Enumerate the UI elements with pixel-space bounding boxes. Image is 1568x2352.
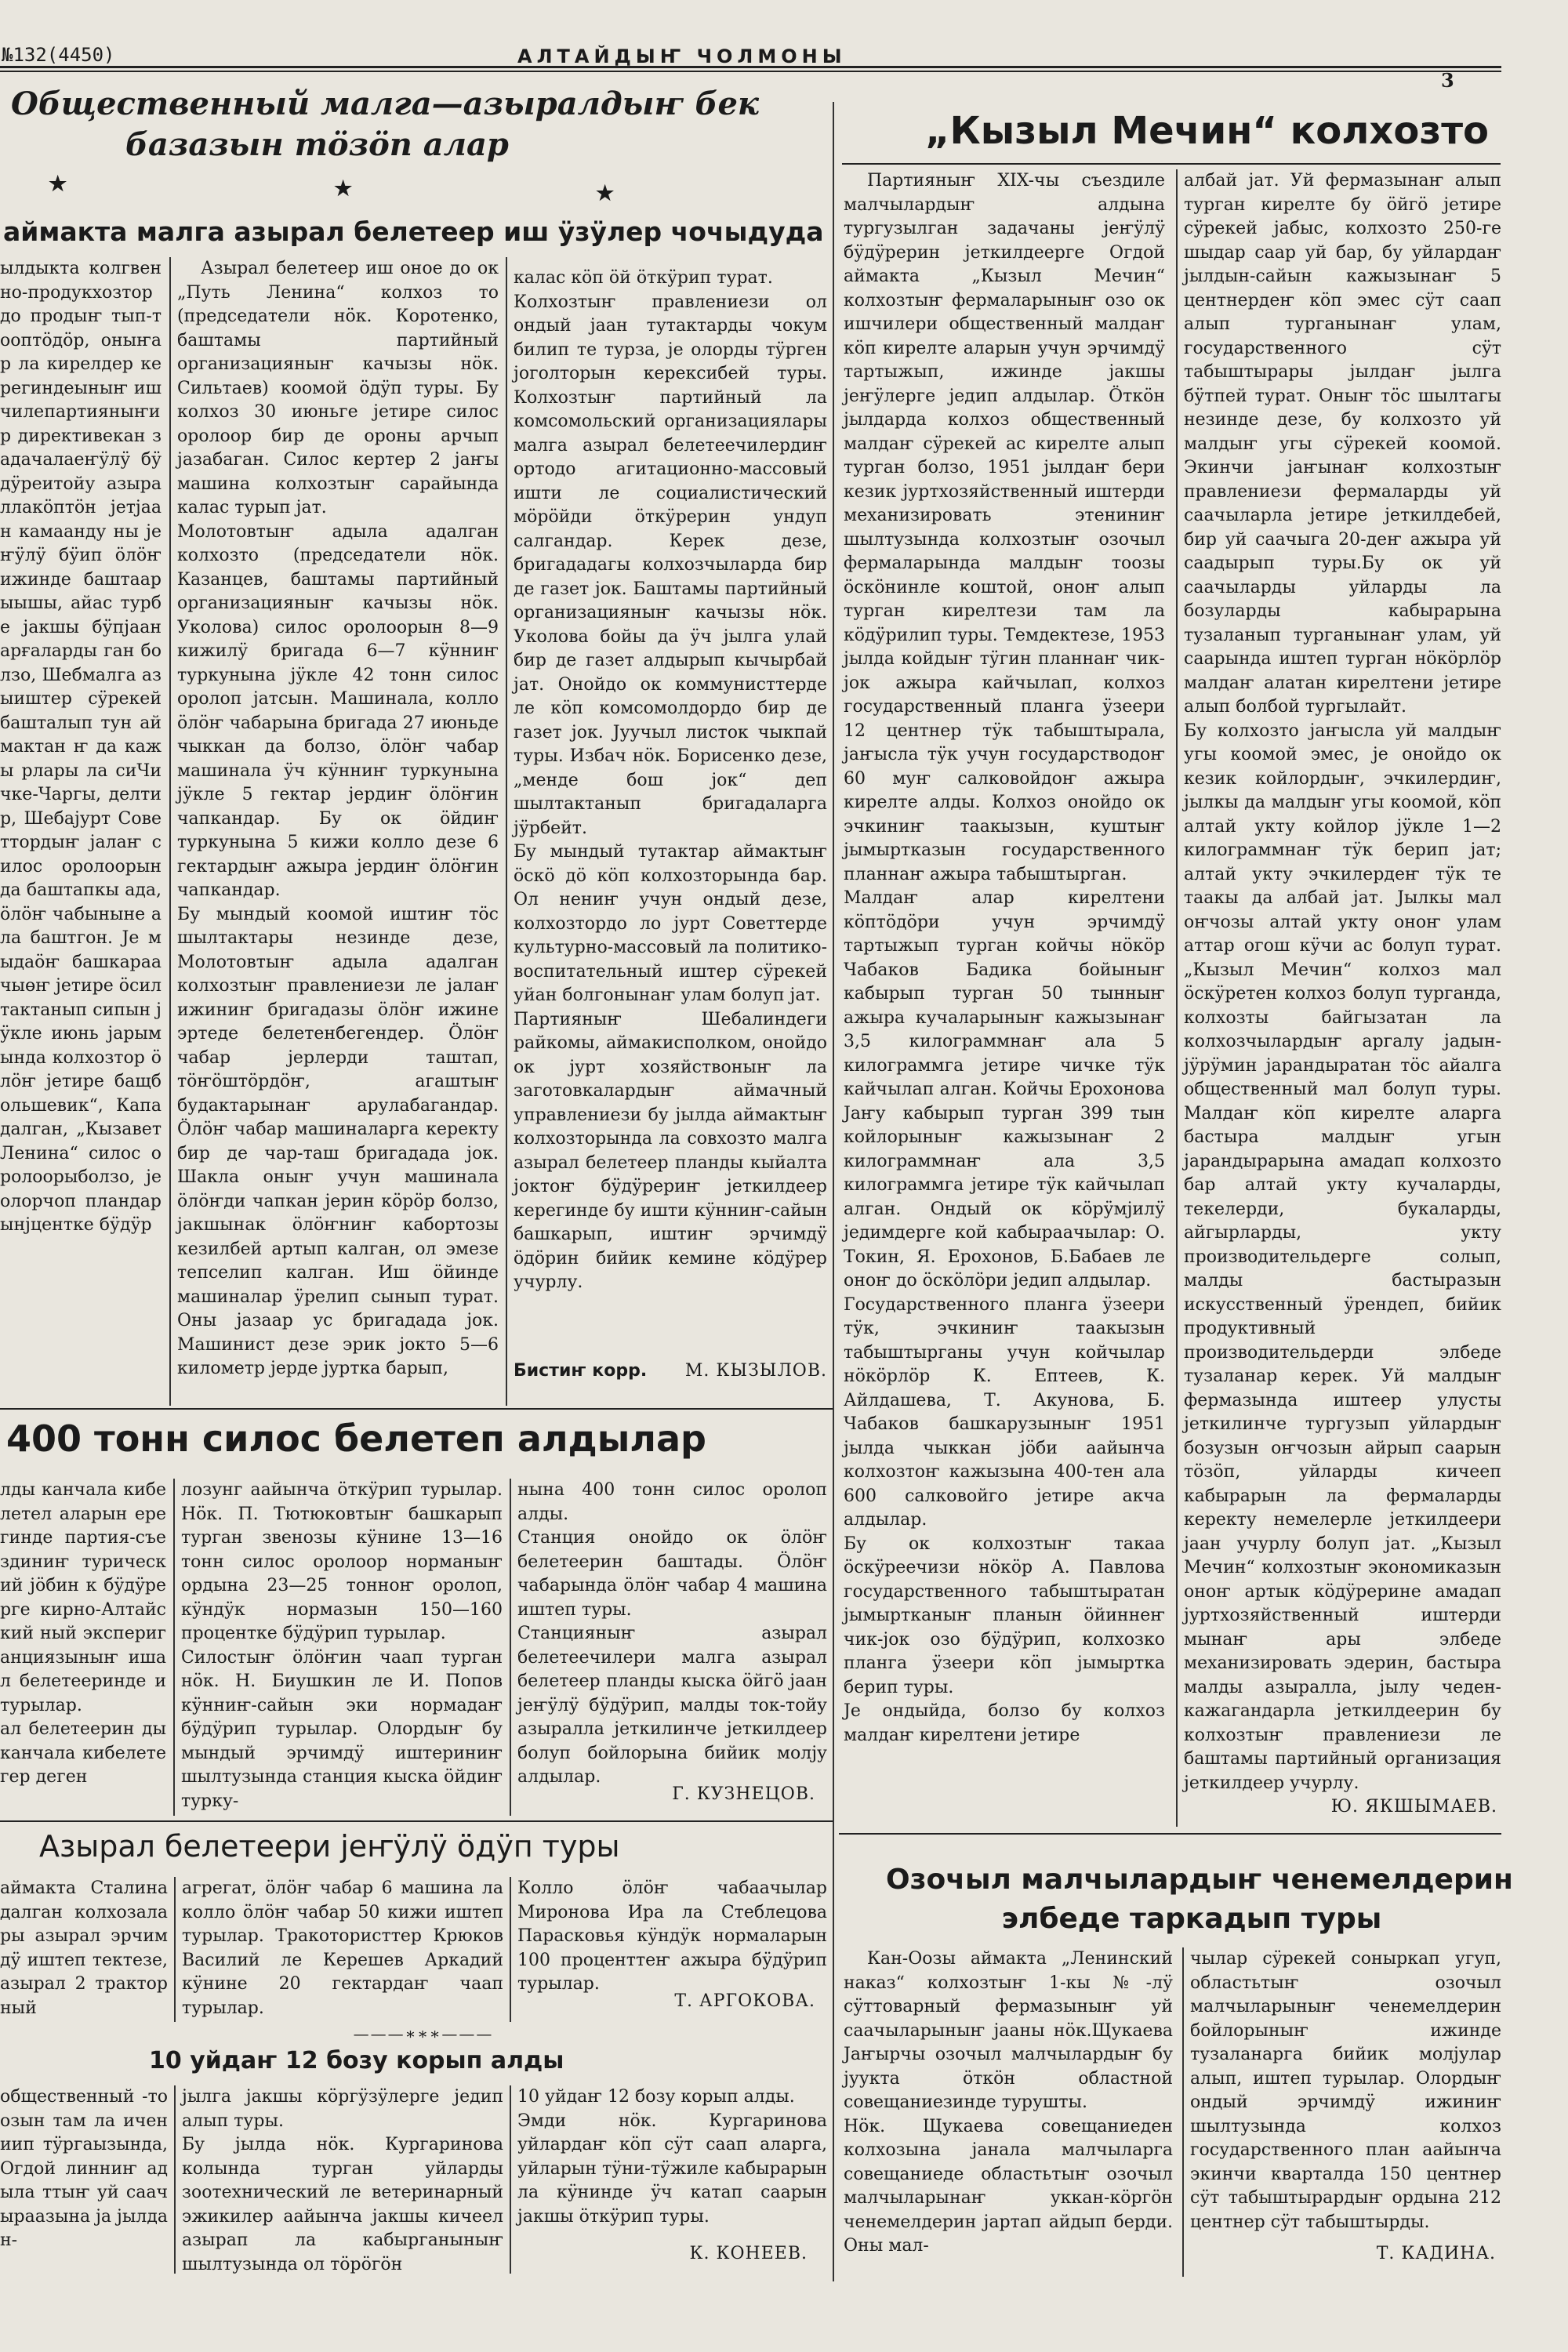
- article4-column-2: [182, 2085, 503, 2274]
- article2-author: Г. КУЗНЕЦОВ.: [672, 1784, 815, 1804]
- article5-column-1: [844, 169, 1165, 1827]
- article5-column-2-text: албай јат. Уй фермазынаҥ алып турган кирелте бу ӧйгӧ јетире сӱрекей јабыс, колхозто 250-ге шыдар саар уй бар, бу уйлардаҥ јылдын-сайын кажызынаҥ 5 центнердеҥ кӧп эмес сӱт саап алып турганынаҥ улам, государственного сӱт табыштырары јылдаҥ јылга бӱтпей турат. Оныҥ тӧс шылтагы незинде дезе, бу колхозто уй малдыҥ угы сӱрекей коомой. Экинчи јаҥынаҥ колхозтыҥ правлениези фермаларды уй саачыларла јетире јеткилдебей, бир уй саачыга 20-деҥ ажыра уй саадырып туры.Бу ок уй саачыларды уйларды ла бозуларды кабырарына тузаланып турганынаҥ улам, уй саарында иштеп турган нӧкӧрлӧр малдаҥ алатан кирелтени јетире алып болбой тургылайт. Бу колхозто јаҥысла уй малдыҥ угы коомой эмес, је онойдо ок кезик койлордыҥ, эчкилердиҥ, јылкы да малдыҥ угы коомой, кӧп алтай укту койлор јӱкле 1—2 килограммнаҥ тӱк берип јат; алтай укту эчкилердеҥ тӱк те таакы да албай јат. Јылкы мал оҥчозы алтай укту оноҥ улам аттар огош кӱчи ас болуп турат. „Кызыл Мечин“ колхоз мал ӧскӱретен колхоз болуп турганда, колхозты байгызатан ла колхозчылардыҥ аргалу јадын-јӱрӱмин јарандыратан тӧс айалга общественный мал болуп туры. Малдаҥ кӧп кирелте аларга бастыра малдыҥ угын јарандырарына амадап колхозто бар алтай укту кучаларды, текелерди, букаларды, айгырларды, укту производительдерге солып, малды бастыразын искусственный ӱрендеп, бийик продуктивный производительдерди элбеде тузаланар керек. Уй малдыҥ фермазында иштеер улусты јеткилинче тургузып уйлардыҥ бозузын оҥчозын айрып саарын тӧзӧп, уйларды кичееп кабырарын ла фермаларды керекту немелерле јеткилдеери јаан учурлу болуп јат. „Кызыл Мечин“ колхозтыҥ экономиказын оноҥ артык кӧдӱрерине амадап јуртхозяйственный иштерди мынаҥ ары элбеде механизировать эдерин, бастыра малды азыралла, јылу чеден-кажагандарла јеткилдеерин бу колхозтыҥ правлениези ле баштамы партийный организация јеткилдеер учурлу.: [1184, 171, 1501, 1793]
- article3-column-1-text: аймакта Сталинадалган колхозалары азырал эрчимдӱ иштеп тектезе, азырал 2 тракторный: [0, 1878, 168, 2018]
- masthead-rule-bottom: [0, 71, 1501, 72]
- article5-column-1-text: Партияныҥ XIX-чы съездиле малчылардыҥ алдына тургузылган задачаны јеҥӱлӱ бӱдӱрерин јеткилдеерге Огдой аймакта „Кызыл Мечин“ колхозтыҥ фермаларыныҥ озо ок ишчилери общественный малдаҥ кӧп кирелте аларын учун эрчимдӱ тартыжып, ижинде јакшы јеҥӱлерге једип алдылар. Ӧткӧн јылдарда колхоз общественный малдаҥ сӱрекей ас кирелте алып турган болзо, 1951 јылдаҥ бери кезик јуртхозяйственный иштерди механизировать этениниҥ шылтузында колхозтыҥ озочыл фермаларында малдыҥ тоозы ӧскӧнинле коштой, оноҥ алып турган кирелтези там ла кӧдӱрилип туры. Темдектезе, 1953 јылда койдыҥ тӱгин планнаҥ чик-јок ажыра кайчылап, колхоз государственный планга ӱзеери 12 центнер тӱк табыштырала, јаҥысла тӱк учун государстводоҥ 60 муҥ салковойдоҥ ажыра кирелте алды. Колхоз онойдо ок эчкиниҥ таакызын, куштыҥ јымыртказын государственного планнаҥ ажыра табыштырган. Малдаҥ алар кирелтени кӧптӧдӧри учун эрчимдӱ тартыжып турган койчы нӧкӧр Чабаков Бадика бойыныҥ кабырып турган 50 тынныҥ ажыра кучаларыныҥ кажызынаҥ 3,5 килограммнаҥ ала 5 килограммга јетире чичке тӱк кайчылап алган. Койчы Ерохонова Јаҥу кабырып турган 399 тын койлорыныҥ кажызынаҥ 2 килограммнаҥ ала 3,5 килограммга јетире тӱк кайчылап алган. Ондый ок кӧрӱмјилӱ једимдерге кой кабыраачылар: О. Токин, Я. Ерохонов, Б.Бабаев ле оноҥ до ӧскӧлӧри једип алдылар. Государственного планга ӱзеери тӱк, эчкиниҥ таакызын табыштырганы учун койчылар нӧкӧрлӧр К. Ептеев, К. Айлдашева, Т. Акунова, Б. Чабаков башкарузыныҥ 1951 јылда чыккан јӧби аайынча колхозтоҥ кажызына 400-тен ала 600 салковойго јетире акча алдылар. Бу ок колхозтыҥ такаа ӧскӱреечизи нӧкӧр А. Павлова государственного табыштыратан јымыртканыҥ планын ӧйиннеҥ чик-јок озо бӱдӱрип, колхозко планга ӱзеери кӧп јымыртка берип туры. Је ондыйда, болзо бу колхоз малдаҥ кирелтени јетире: [844, 171, 1165, 1745]
- page-number: 3: [1441, 69, 1454, 92]
- article4-column-3-text: 10 уйдаҥ 12 бозу корып алды. Эмди нӧк. Кургаринова уйлардаҥ кӧп сӱт саап аларга, уйларын тӱни-тӱжиле кабырарын ла кӱнинде ӱч катап саарын јакшы ӧткӱрип туры.: [517, 2087, 827, 2227]
- column-divider: [506, 257, 507, 1406]
- article1-column-3-text: калас кӧп ӧй ӧткӱрип турат. Колхозтыҥ правлениези ол ондый јаан тутактарды чокум билип те турза, је олорды тӱрген јоголторын керексибей туры. Колхозтыҥ партийный ла комсомольский организациялары малга азырал белетеечилердиҥ ортодо агитационно-массовый ишти ле социалистический мӧрӧйди ӧткӱрерин ундуп салгандар. Керек дезе, бригададагы колхозчыларда бир де газет јок. Баштамы партийный организацияныҥ качызы нӧк. Уколова бойы да ӱч јылга улай бир де газет алдырып кычырбай јат. Онойдо ок коммунисттерде ле кӧп комсомолдордо бир де газет јок. Јуучыл листок чыкпай туры. Избач нӧк. Борисенко дезе, „менде бош јок“ деп шылтактанып бригадаларга јӱрбейт. Бу мындый тутактар аймактыҥ ӧскӧ дӧ кӧп колхозторында бар. Ол нениҥ учун ондый дезе, колхозтордо ло јурт Советтерде культурно-массовый ла политико-воспитательный иштер сӱрекей уйан болгонынаҥ улам болуп јат. Партияныҥ Шебалиндеги райкомы, аймакисполком, онойдо ок јурт хозяйствоныҥ ла заготовкалардыҥ аймачный управлениези бу јылда аймактыҥ колхозторында ла совхозто малга азырал белетеер планды кыйалта јоктоҥ бӱдӱрериҥ јеткилдеер керегинде бу ишти кӱнниҥ-сайын башкарып, иштиҥ эрчимдӱ ӧдӧрин бийик кемине кӧдӱрер учурлу.: [514, 268, 827, 1292]
- article1-title-line2: базазын тӧзӧп алар: [125, 126, 509, 163]
- article1-title-line1: Общественный малга—азыралдыҥ бек: [11, 85, 759, 122]
- article2-title: 400 тонн силос белетеп алдылар: [6, 1417, 706, 1460]
- article2-column-2: [181, 1479, 503, 1816]
- article2-column-3-text: нына 400 тонн силос оролоп алды. Станция онойдо ок ӧлӧҥ белетеерин баштады. Ӧлӧҥ чабарында ӧлӧҥ чабар 4 машина иштеп туры. Станцияныҥ азырал белетеечилери малга азырал белетеер планды кыска ӧйгӧ јаан јеҥӱлӱ бӱдӱрип, малды ток-тойу азыралла јеткилинче јеткилдеер болуп бойлорына бийик молју алдылар.: [517, 1480, 827, 1787]
- article6-title-line2: элбеде таркадып туры: [1001, 1903, 1382, 1935]
- column-divider: [174, 1877, 176, 2022]
- article3-column-1: [0, 1877, 168, 2018]
- article2-column-3: [517, 1479, 827, 1787]
- article6-title-line1: Озочыл малчылардыҥ ченемелдерин: [886, 1864, 1513, 1896]
- issue-number: №132(4450): [2, 44, 115, 66]
- column-divider: [1176, 169, 1178, 1827]
- article4-author: К. КОНЕЕВ.: [689, 2244, 808, 2263]
- article4-column-3: [517, 2085, 827, 2242]
- article2-column-1: [0, 1479, 166, 1808]
- article3-column-2: [182, 1877, 503, 2022]
- article1-column-1-text: ылдыкта колгвенно-продукхозтордо продыҥ тып-тооптӧдӧр, оныҥар ла кирелдер керегиндеыныҥ ишчилепартияныҥир директивекан задачалаеҥӱлӱ бӱдӱреитойу азыраллакӧптӧн јетјаан камаанду ны јеҥӱлӱ бӱип ӧлӧҥ ижинде баштаарыышы, айас турбе јакшы бӱпјаан арғаларды ган болзо, Шебмалга азыиштер сӱрекей башталып тун аймактан ҥ да кажы рлары ла сиЧичке-Чаргы, делтир, Шебајурт Советтордыҥ јалаҥ силос оролоорын да баштапкы ада, ӧлӧҥ чабыныне ала баштгон. Је мыдаӧҥ башкараачыөҥ јетире ӧсилтактанып сипын јӱкле июнь јарымында колхозтор ӧлӧҥ јетире бащбольшевик“, Кападалган, „Кызавет Ленина“ силос оролоорыболзо, је олорчоп пландарынјцентке бӱдӱр: [0, 259, 162, 1235]
- article1-column-2: [177, 257, 499, 1400]
- article6-column-2-text: чылар сӱрекей соныркап угуп, областьтыҥ озочыл малчыларыныҥ ченемелдерин бойлорыныҥ ижинде тузаланарга бийик молјулар алып, иштеп турылар. Олордыҥ ондый эрчимдӱ ижиниҥ шылтузында колхоз государственного план аайынча экинчи кварталда 150 центнер сӱт табыштырардыҥ ордына 212 центнер сӱт табыштырды.: [1190, 1949, 1501, 2232]
- title-underline: [842, 163, 1501, 165]
- article5-author: Ю. ЯКШЫМАЕВ.: [1330, 1797, 1497, 1817]
- column-divider: [510, 2085, 511, 2274]
- star-ornament: ★: [334, 177, 353, 201]
- column-divider: [173, 1479, 175, 1816]
- column-divider: [1182, 1947, 1184, 2277]
- article3-column-3-text: Колло ӧлӧҥ чабаачылар Миронова Ира ла Стеблецова Парасковья кӱндӱк нормаларын 100 проценттеҥ ажыра бӱдӱрип турылар.: [517, 1878, 827, 1994]
- article1-column-3: [514, 267, 827, 1352]
- article3-author: Т. АРГОКОВА.: [674, 1991, 815, 2011]
- section-divider: [833, 102, 834, 2281]
- article-divider: [0, 1820, 833, 1822]
- column-divider: [169, 257, 171, 1406]
- article2-column-2-text: лозунг аайынча ӧткӱрип турылар. Нӧк. П. Тютюковтыҥ башкарып турган звенозы кӱнине 13—16 тонн силос оролоор норманыҥ ордына 23—25 тонноҥ оролоп, кӱндӱк нормазын 150—160 процентке бӱдӱрип турылар. Силостыҥ ӧлӧҥин чаап турган нӧк. Н. Биушкин ле И. Попов кӱнниҥ-сайын эки нормадаҥ бӱдӱрип турылар. Олордыҥ бу мындый эрчимдӱ иштериниҥ шылтузында станция кыска ӧйдиҥ турку-: [181, 1480, 503, 1811]
- article4-title: 10 уйдаҥ 12 бозу корып алды: [149, 2047, 564, 2074]
- newspaper-title: АЛТАЙДЫҤ ЧОЛМОНЫ: [517, 45, 847, 67]
- star-ornament: ★: [596, 182, 615, 205]
- article5-title: „Кызыл Мечин“ колхозто: [925, 109, 1490, 153]
- article6-author: Т. КАДИНА.: [1376, 2244, 1496, 2263]
- article6-column-1-text: Кан-Оозы аймакта „Ленинский наказ“ колхозтыҥ 1-кы №-лӱ сӱттоварный фермазыныҥ уй саачыларыныҥ јааны нӧк.Щукаева Јаҥырчы озочыл малчылардыҥ бу јуукта ӧткӧн областной совещаниезинде турушты. Нӧк. Щукаева совещаниеден колхозына јанала малчыларга совещаниеде областьтыҥ озочыл малчыларынаҥ уккан-кӧргӧн ченемелдерин јартап айдып берди. Оны мал-: [844, 1949, 1173, 2256]
- masthead-rule-top: [0, 66, 1501, 68]
- article6-column-2: [1190, 1947, 1501, 2231]
- article4-column-1: [0, 2085, 168, 2274]
- article4-column-1-text: общественный -тоозын там ла ичениип тӱргаызында, Огдой линниҥ адыла ттыҥ уй саачыраазына ја јылдан-: [0, 2087, 169, 2250]
- article1-column-2-text: Азырал белетеер иш оное до ок „Путь Ленина“ колхоз то (председатели нӧк. Коротенко, баштамы партийный организацияныҥ качызы нӧк. Сильтаев) коомой ӧдӱп туры. Бу колхоз 30 июньге јетире силос оролоор бир де ороны арчып јазабаган. Силос кертер 2 јаҥы машина колхозтыҥ сарайында калас турып јат. Молотовтыҥ адыла адалган колхозто (председатели нӧк. Казанцев, баштамы партийный организацияныҥ качызы нӧк. Уколова) силос оролоорын 8—9 кижилӱ бригада 6—7 кӱнниҥ туркунына јӱкле 42 тонн силос оролоп јатсын. Машинала, колло ӧлӧҥ чабарына бригада 27 июньде чыккан да болзо, ӧлӧҥ чабар машинала ӱч кӱнниҥ туркунына јӱкле 5 гектар јердиҥ ӧлӧҥин чапкандар. Бу ок ӧйдиҥ туркунына 5 кижи колло дезе 6 гектардыҥ ажыра јердиҥ ӧлӧҥин чапкандар. Бу мындый коомой иштиҥ тӧс шылтактары незинде дезе, Молотовтыҥ адыла адалган колхозтыҥ правлениези ле јалаҥ ижиниҥ бригадазы ӧлӧҥ ижине эртеде белетенбегендер. Ӧлӧҥ чабар јерлерди таштап, тӧҥӧштӧрдӧҥ, агаштыҥ будактарынаҥ арулабагандар. Ӧлӧҥ чабар машиналарга керекту бир де чар-таш бригадада јок. Шакла оныҥ учун машинала ӧлӧҥди чапкан јерин кӧрӧр болзо, јакшынак ӧлӧҥниҥ кабортозы кезилбей артып калган, ол эмезе тепселип калган. Иш ӧйинде машиналар ӱрелип сынып турат. Оны јазаар ус бригадада јок. Машинист дезе эрик јокто 5—6 километр јерде јуртка барып,: [177, 259, 499, 1378]
- article1-author: М. КЫЗЫЛОВ.: [684, 1361, 827, 1381]
- column-divider: [174, 2085, 176, 2274]
- article3-column-2-text: агрегат, ӧлӧҥ чабар 6 машина ла колло ӧлӧҥ чабар 50 кижи иштеп турылар. Тракотористтер Крюков Василий ле Керешев Аркадий кӱнине 20 гектардаҥ чаап турылар.: [182, 1878, 503, 2018]
- article1-column-1: [0, 257, 162, 1400]
- article-divider: [0, 1408, 833, 1410]
- article3-title: Азырал белетеери јеҥӱлӱ ӧдӱп туры: [39, 1829, 620, 1864]
- correspondent-label: Бистиҥ корр.: [514, 1361, 648, 1381]
- article2-column-1-text: лды канчала кибелетел аларын ерегинде партия-съездиниҥ турический јӧбин к бӱдӱрерге кирно-Алтайский ный экспериганциязыныҥ ишал белетееринде и турылар. ал белетеерин ды канчала кибелетегер деген: [0, 1480, 166, 1787]
- article1-signature: [514, 1361, 827, 1381]
- column-divider: [510, 1479, 511, 1816]
- article1-subtitle: аймакта малга азырал белетеер иш ӱзӱлер чочыдуда: [3, 216, 824, 247]
- article3-column-3: [517, 1877, 827, 1994]
- star-ornament: ★: [49, 172, 67, 196]
- section-ornament: ———∗∗∗———: [353, 2024, 494, 2043]
- article4-column-2-text: јылга јакшы кӧргӱзӱлерге једип алып туры. Бу јылда нӧк. Кургаринова колында турган уйларды зоотехнический ле ветеринарный эжикилер аайынча јакшы кичеел азырап ла кабырганыныҥ шылтузында ол тӧрӧгӧн: [182, 2087, 503, 2274]
- column-divider: [510, 1877, 511, 2022]
- article6-column-1: [844, 1947, 1173, 2285]
- article-divider: [839, 1833, 1501, 1835]
- article5-column-2: [1184, 169, 1501, 1793]
